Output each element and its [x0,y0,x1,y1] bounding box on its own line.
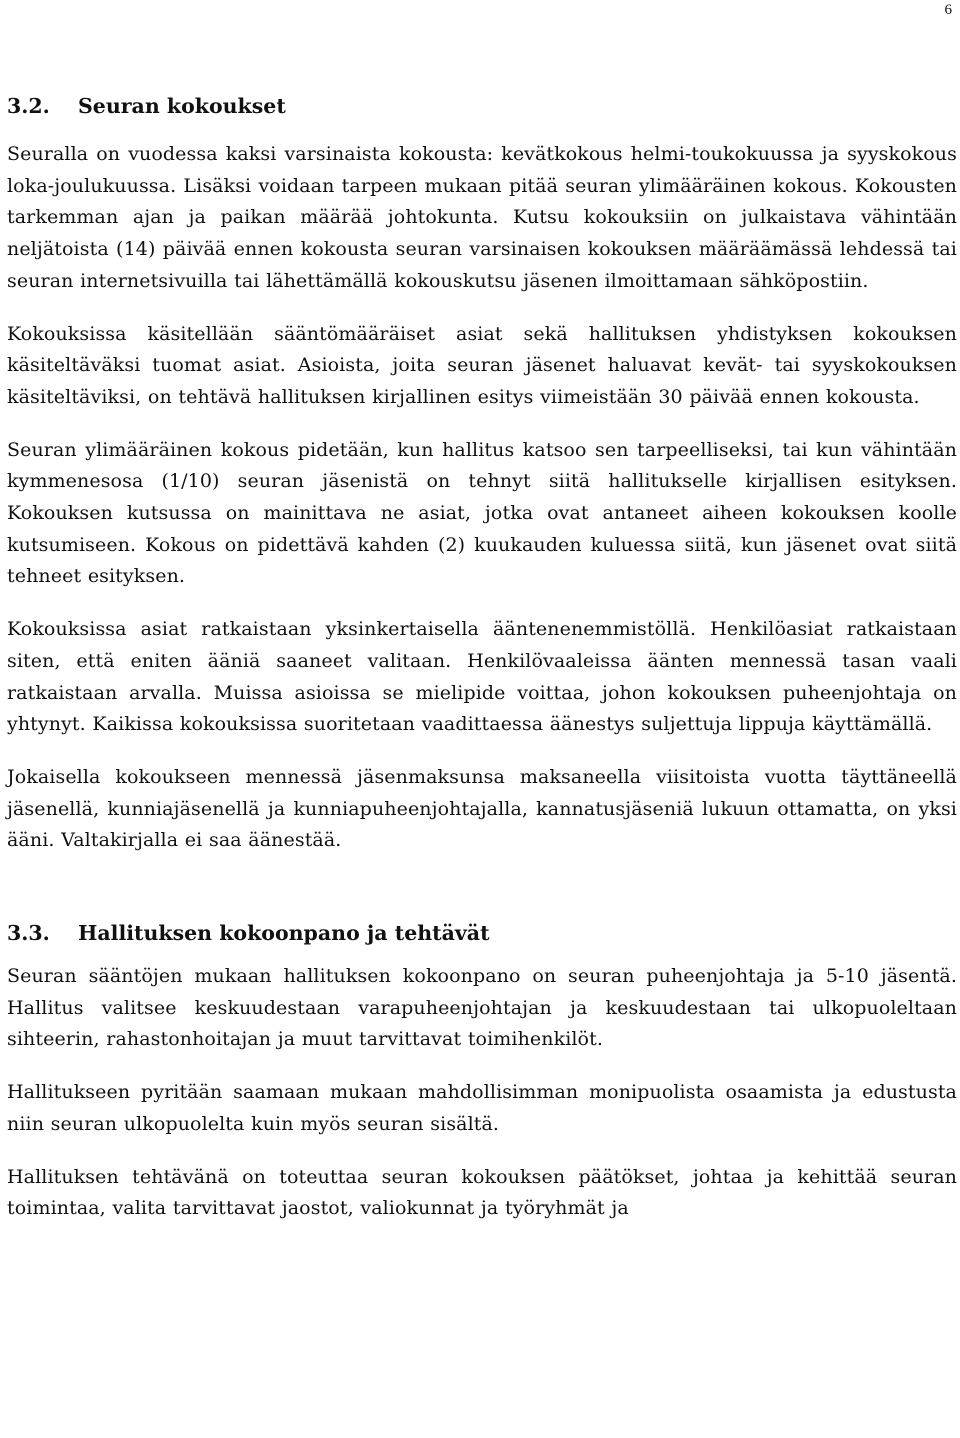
paragraph-board-expertise: Hallitukseen pyritään saamaan mukaan mahdollisimman monipuolista osaamista ja edustusta niin seuran ulkopuolelta kuin myös seuran sisältä. [7,1081,957,1135]
section-number: 3.3. [7,921,50,946]
paragraph-voting-rights: Jokaisella kokoukseen mennessä jäsenmaksunsa maksaneella viisitoista vuotta täyttäneellä jäsenellä, kunniajäsenellä ja kunniapuheenjohtajalla, kannatusjäseniä lukuun ottamatta, on yksi ääni. Valtakirjalla ei saa äänestää. [7,765,957,852]
section-title: Hallituksen kokoonpano ja tehtävät [78,921,490,946]
paragraph-meeting-topics: Kokouksissa käsitellään sääntömääräiset asiat sekä hallituksen yhdistyksen kokouksen käsiteltäväksi tuomat asiat. Asioista, joita seuran jäsenet haluavat kevät- tai syyskokouksen käsiteltäviksi, on tehtävä hallituksen kirjallinen esitys viimeistään 30 päivää ennen kokousta. [7,322,957,408]
section-heading-3-2 [7,89,957,123]
paragraph-board-duties: Hallituksen tehtävänä on toteuttaa seuran kokouksen päätökset, johtaa ja kehittää seuran toimintaa, valita tarvittavat jaostot, valiokunnat ja työryhmät ja [7,1165,957,1220]
paragraph-voting-rules: Kokouksissa asiat ratkaistaan yksinkertaisella ääntenenemmistöllä. Henkilöasiat ratkaistaan siten, että eniten ääniä saaneet valitaan. Henkilövaaleissa äänten mennessä tasan vaali ratkaistaan arvalla. Muissa asioissa se mielipide voittaa, johon kokouksen puheenjohtaja on yhtynyt. Kaikissa kokouksissa suoritetaan vaadittaessa äänestys suljettuja lippuja käyttämällä. [7,618,957,736]
paragraph-meetings: Seuralla on vuodessa kaksi varsinaista kokousta: kevätkokous helmi-toukokuussa ja syyskokous loka-joulukuussa. Lisäksi voidaan tarpeen mukaan pitää seuran ylimääräinen kokous. Kokousten tarkemman ajan ja paikan määrää johtokunta. Kutsu kokouksiin on julkaistava vähintään neljätoista (14) päivää ennen kokousta seuran varsinaisen kokouksen määräämässä lehdessä tai seuran internetsivuilla tai lähettämällä kokouskutsu jäsenen ilmoittamaan sähköpostiin. [7,143,957,292]
page-number: 6 [944,2,952,18]
document-body [7,89,957,1225]
section-number: 3.2. [7,94,50,118]
section-title: Seuran kokoukset [78,94,286,118]
section-heading-3-3 [7,916,957,950]
paragraph-extraordinary-meeting: Seuran ylimääräinen kokous pidetään, kun hallitus katsoo sen tarpeelliseksi, tai kun vähintään kymmenesosa (1/10) seuran jäsenistä on tehnyt siitä hallitukselle kirjallisen esityksen. Kokouksen kutsussa on mainittava ne asiat, jotka ovat antaneet aiheen kokouksen koolle kutsumiseen. Kokous on pidettävä kahden (2) kuukauden kuluessa siitä, kun jäsenet ovat siitä tehneet esityksen. [7,438,957,588]
paragraph-board-composition: Seuran sääntöjen mukaan hallituksen kokoonpano on seuran puheenjohtaja ja 5-10 jäsentä. Hallitus valitsee keskuudestaan varapuheenjohtajan ja keskuudestaan tai ulkopuoleltaan sihteerin, rahastonhoitajan ja muut tarvittavat toimihenkilöt. [7,965,957,1051]
